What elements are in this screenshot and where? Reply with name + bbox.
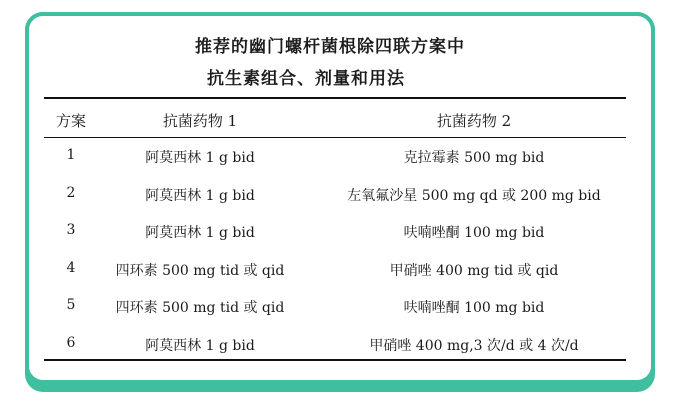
row-scheme: 2 xyxy=(66,184,76,201)
row-drug-1: 阿莫西林 1 g bid xyxy=(145,150,255,166)
table-title-line1: 推荐的幽门螺杆菌根除四联方案中 xyxy=(195,37,465,57)
row-scheme: 5 xyxy=(66,297,76,313)
table-bottom-rule xyxy=(44,359,626,361)
row-scheme: 4 xyxy=(66,259,76,276)
row-drug-1: 四环素 500 mg tid 或 qid xyxy=(115,300,285,316)
row-drug-2: 克拉霉素 500 mg bid xyxy=(403,150,545,166)
row-drug-2: 呋喃唑酮 100 mg bid xyxy=(403,225,545,241)
header-drug-1: 抗菌药物 1 xyxy=(162,112,238,130)
row-drug-1: 四环素 500 mg tid 或 qid xyxy=(115,262,285,279)
row-drug-2: 呋喃唑酮 100 mg bid xyxy=(403,300,545,316)
row-drug-2: 左氧氟沙星 500 mg qd 或 200 mg bid xyxy=(347,187,601,204)
row-drug-2: 甲硝唑 400 mg tid 或 qid xyxy=(389,262,559,279)
row-scheme: 6 xyxy=(66,334,76,351)
header-scheme: 方案 xyxy=(55,112,87,130)
row-drug-2: 甲硝唑 400 mg,3 次/d 或 4 次/d xyxy=(369,337,579,354)
row-drug-1: 阿莫西林 1 g bid xyxy=(145,187,255,204)
table-top-rule xyxy=(44,97,626,99)
row-scheme: 1 xyxy=(66,147,76,163)
row-drug-1: 阿莫西林 1 g bid xyxy=(145,225,255,241)
table-header-rule xyxy=(44,137,626,138)
row-drug-1: 阿莫西林 1 g bid xyxy=(145,337,255,354)
table-title-line2: 抗生素组合、剂量和用法 xyxy=(207,69,405,89)
row-scheme: 3 xyxy=(66,222,76,238)
header-drug-2: 抗菌药物 2 xyxy=(436,112,512,130)
